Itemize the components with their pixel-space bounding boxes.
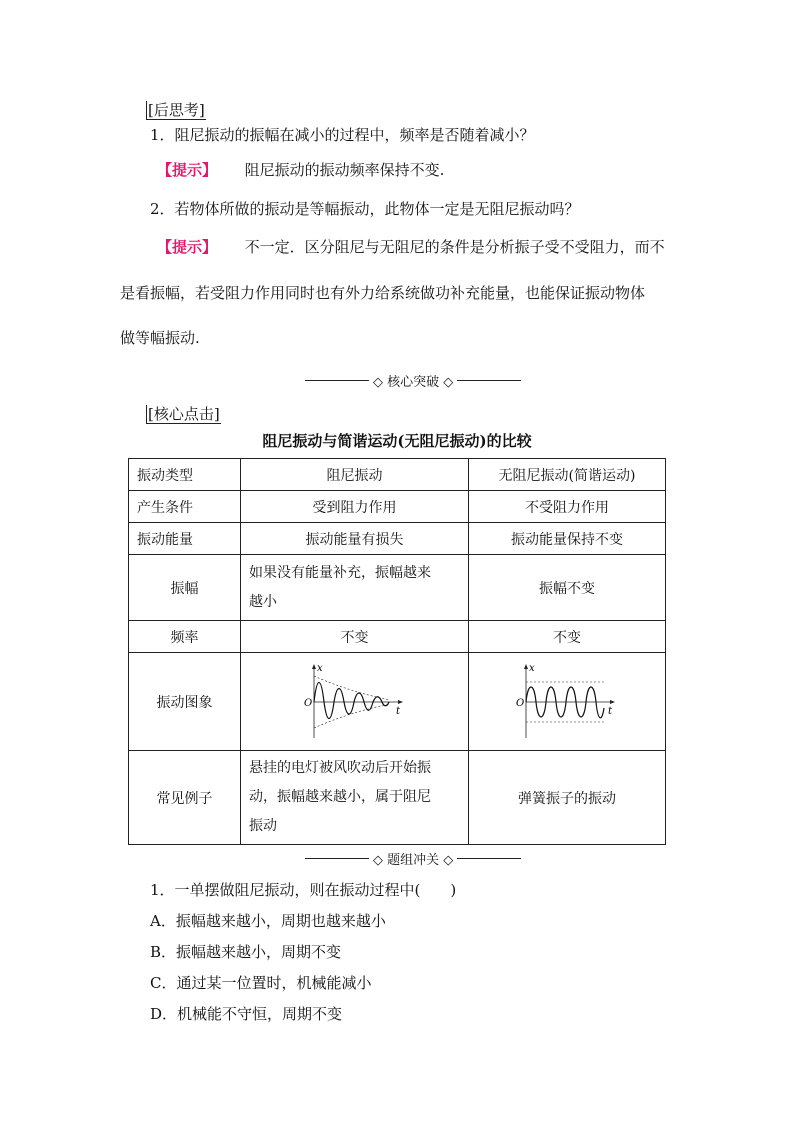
cell-line: 越小 xyxy=(249,593,277,610)
section-tag-core-click: [核心点击] xyxy=(148,405,220,423)
t-axis-label: t xyxy=(395,705,400,717)
option-c: C．通过某一位置时，机械能减小 xyxy=(150,974,372,992)
divider-label: ◇ 核心突破 ◇ xyxy=(373,375,454,390)
table-row xyxy=(129,653,666,751)
table-row xyxy=(129,523,666,555)
cell-line: 振动 xyxy=(249,818,277,834)
option-a: A．振幅越来越小，周期也越来越小 xyxy=(150,912,386,930)
comparison-table xyxy=(128,458,666,845)
answer-2-line-3: 做等幅振动. xyxy=(120,329,200,347)
divider-core-breakthrough xyxy=(305,371,521,390)
cell-line: 动，振幅越来越小，属于阻尼 xyxy=(249,789,431,805)
cell-undamped-graph xyxy=(469,653,666,751)
divider-rule-right xyxy=(457,858,521,859)
answer-2-line-2: 是看振幅，若受阻力作用同时也有外力给系统做功补充能量，也能保证振动物体 xyxy=(120,284,646,302)
hint-row-1 xyxy=(157,159,444,181)
damped-wave xyxy=(314,682,389,718)
cell-line: 悬挂的电灯被风吹动后开始振 xyxy=(249,760,431,776)
cell-damped: 受到阻力作用 xyxy=(241,491,469,523)
cell-undamped: 弹簧振子的振动 xyxy=(469,751,666,845)
origin-label: O xyxy=(303,697,312,709)
header-cell-type: 振动类型 xyxy=(129,459,241,491)
undamped-oscillation-graph xyxy=(512,662,622,742)
question-2-text: 2．若物体所做的振动是等幅振动，此物体一定是无阻尼振动吗？ xyxy=(150,200,580,218)
divider-label: ◇ 题组冲关 ◇ xyxy=(373,853,454,868)
option-d: D．机械能不守恒，周期不变 xyxy=(150,1005,343,1023)
table-row xyxy=(129,621,666,653)
cell-line: 如果没有能量补充，振幅越来 xyxy=(249,564,431,581)
harmonic-wave xyxy=(526,687,604,718)
cell-damped xyxy=(241,555,469,621)
cell-undamped: 不变 xyxy=(469,621,666,653)
row-label: 振动能量 xyxy=(129,523,241,555)
row-label: 产生条件 xyxy=(129,491,241,523)
cell-damped xyxy=(241,751,469,845)
cell-undamped: 振幅不变 xyxy=(469,555,666,621)
damped-oscillation-graph xyxy=(300,662,410,742)
row-label: 频率 xyxy=(129,621,241,653)
cell-damped-graph xyxy=(241,653,469,751)
t-axis-arrow xyxy=(610,700,615,704)
section-tag-reflect: [后思考] xyxy=(148,101,205,119)
t-axis-arrow xyxy=(398,700,403,704)
hint-row-2 xyxy=(157,236,665,258)
cell-damped: 振动能量有损失 xyxy=(241,523,469,555)
table-row xyxy=(129,751,666,845)
x-axis-arrow xyxy=(312,664,316,669)
row-label: 振动图象 xyxy=(129,653,241,751)
cell-damped: 不变 xyxy=(241,621,469,653)
origin-label: O xyxy=(516,697,525,709)
t-axis-label: t xyxy=(608,705,613,717)
table-row-header xyxy=(129,459,666,491)
table-row xyxy=(129,491,666,523)
hint-label: 【提示】 xyxy=(157,238,218,256)
header-cell-undamped: 无阻尼振动(简谐运动) xyxy=(469,459,666,491)
x-axis-label: x xyxy=(316,662,323,674)
row-label: 振幅 xyxy=(129,555,241,621)
divider-rule-left xyxy=(305,858,369,859)
answer-1-text: 阻尼振动的振动频率保持不变. xyxy=(244,161,445,179)
question-stem: 1．一单摆做阻尼振动，则在振动过程中( ) xyxy=(150,881,457,899)
question-1-text: 1．阻尼振动的振幅在减小的过程中，频率是否随着减小？ xyxy=(150,126,535,144)
cell-undamped: 不受阻力作用 xyxy=(469,491,666,523)
hint-label: 【提示】 xyxy=(157,161,218,179)
divider-rule-right xyxy=(457,380,521,381)
cell-undamped: 振动能量保持不变 xyxy=(469,523,666,555)
option-b: B．振幅越来越小，周期不变 xyxy=(150,943,342,961)
header-cell-damped: 阻尼振动 xyxy=(241,459,469,491)
x-axis-label: x xyxy=(529,662,535,674)
table-title: 阻尼振动与简谐运动(无阻尼振动)的比较 xyxy=(262,432,532,450)
divider-practice xyxy=(305,849,521,868)
table-row xyxy=(129,555,666,621)
x-axis-arrow xyxy=(524,664,528,669)
row-label: 常见例子 xyxy=(129,751,241,845)
divider-rule-left xyxy=(305,380,369,381)
answer-2-line-1: 不一定．区分阻尼与无阻尼的条件是分析振子受不受阻力，而不 xyxy=(244,238,665,256)
